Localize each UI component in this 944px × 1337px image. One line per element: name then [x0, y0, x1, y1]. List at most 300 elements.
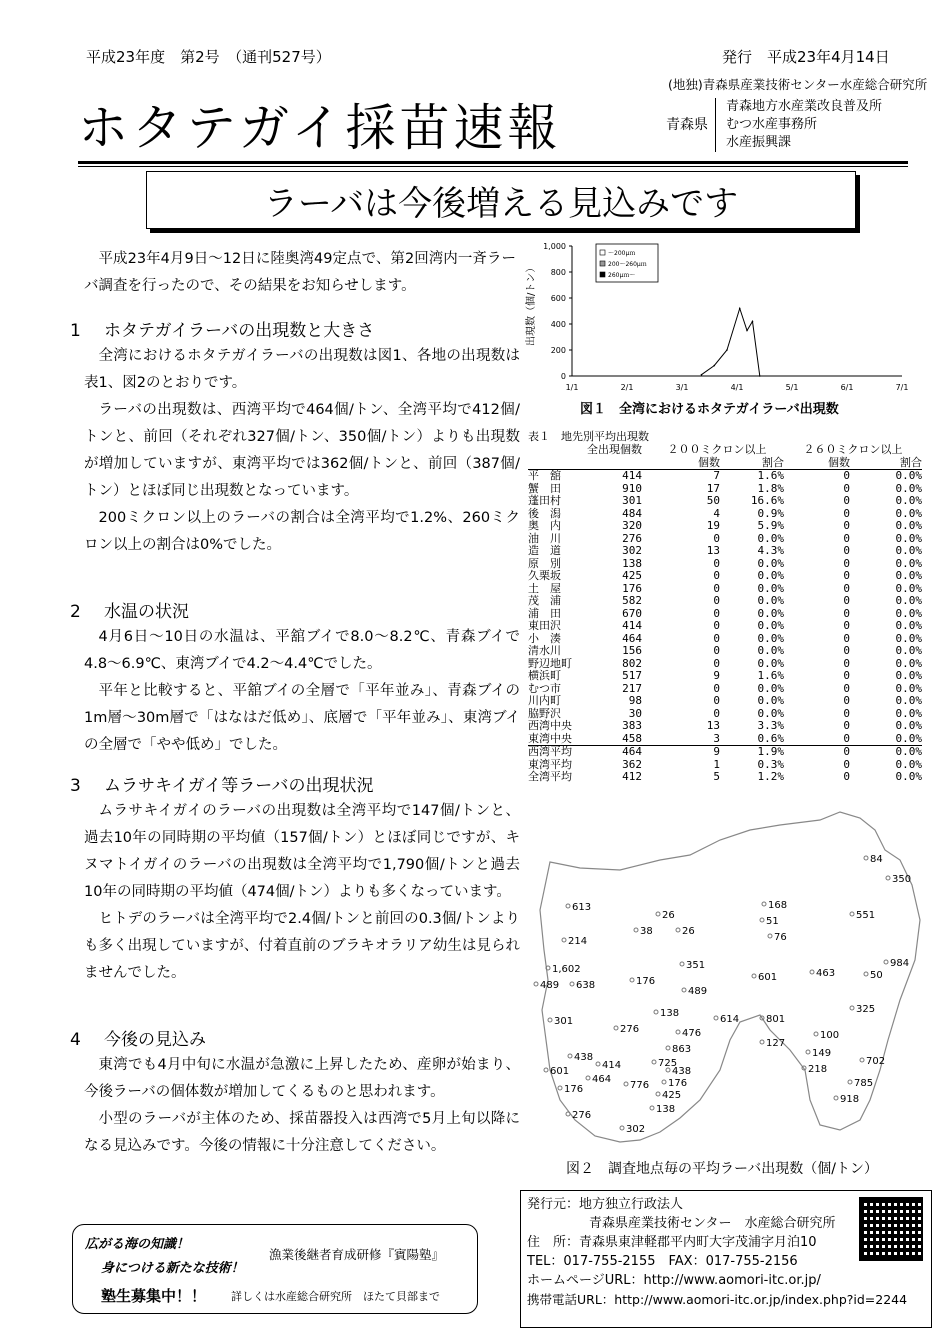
figure-1-chart — [520, 236, 920, 396]
table-row — [528, 508, 922, 521]
contact-line: 発行元：地方独立行政法人 — [527, 1197, 684, 1212]
table-cell: 0 — [843, 531, 850, 545]
table-cell: 5.9% — [757, 519, 784, 532]
station-value: 613 — [572, 902, 592, 913]
table-cell: 0 — [843, 731, 850, 745]
agency-item: 水産振興課 — [726, 135, 792, 150]
section-4 — [70, 1028, 520, 1160]
station-marker — [624, 1082, 628, 1086]
table-cell: 1.6% — [724, 470, 784, 483]
headline: ラーバは今後増える見込みです — [146, 171, 856, 229]
y-tick-label: 0 — [560, 372, 566, 381]
table-cell: 3.3% — [757, 719, 784, 732]
table-row — [528, 608, 922, 621]
table-cell: 0 — [713, 594, 720, 607]
table-cell: 0 — [843, 719, 850, 732]
table-row — [528, 495, 922, 508]
table-cell: 302 — [622, 544, 642, 557]
table-cell: 0.0% — [895, 770, 922, 783]
section-1 — [70, 319, 520, 559]
station-marker — [662, 1080, 666, 1084]
table-cell: 276 — [622, 531, 642, 545]
station-value: 138 — [656, 1104, 676, 1115]
table-row — [528, 545, 922, 558]
station-value: 276 — [572, 1110, 592, 1121]
table-cell: 1.8% — [757, 481, 784, 495]
table-header: 全出現個数 — [587, 443, 642, 456]
station-marker — [656, 1092, 660, 1096]
table-header: 個数 — [828, 455, 850, 469]
table-cell: 0.0% — [895, 719, 922, 732]
table-cell: 50 — [706, 494, 720, 507]
section-paragraph: 200ミクロン以上のラーバの割合は全湾平均で1.2%、260ミクロン以上の割合は0%でした。 — [84, 510, 520, 553]
table-cell: 0.0% — [895, 669, 922, 682]
table-cell: 0.0% — [757, 644, 784, 657]
station-marker — [864, 972, 868, 976]
table-cell: 野辺地町 — [528, 656, 572, 670]
section-paragraph: 4月6日～10日の水温は、平舘ブイで8.0～8.2℃、青森ブイで4.8～6.9℃、東湾ブイで4.2～4.4℃でした。 — [84, 629, 520, 672]
table-cell: 98 — [628, 694, 642, 707]
table-cell: 0 — [843, 669, 850, 682]
table-row — [528, 570, 922, 583]
station-value: 176 — [564, 1084, 584, 1095]
station-marker — [850, 912, 854, 916]
station-marker — [676, 928, 680, 932]
x-tick-label: 6/1 — [840, 383, 854, 392]
table-cell: 0.0% — [757, 619, 784, 632]
agency-item: 青森地方水産業改良普及所 — [726, 99, 883, 114]
section-3 — [70, 774, 520, 987]
station-marker — [620, 1126, 624, 1130]
station-value: 438 — [574, 1052, 594, 1063]
y-tick-label: 400 — [550, 320, 566, 329]
table-cell: 0 — [843, 757, 850, 771]
table-row — [528, 470, 922, 483]
table-cell: 383 — [622, 719, 642, 732]
table-cell: 464 — [622, 631, 642, 645]
table-cell: 517 — [622, 669, 642, 682]
table-cell: 後 潟 — [528, 506, 561, 520]
contact-box — [520, 1190, 932, 1328]
table-cell: 1.6% — [757, 669, 784, 682]
table-cell: 156 — [622, 644, 642, 657]
table-cell: 0 — [843, 519, 850, 532]
qr-code-icon[interactable] — [859, 1197, 923, 1261]
table-cell: 0 — [843, 706, 850, 720]
station-marker — [814, 1032, 818, 1036]
station-value: 489 — [540, 980, 560, 991]
table-cell: 0 — [843, 494, 850, 507]
station-value: 863 — [672, 1044, 692, 1055]
station-marker — [548, 1018, 552, 1022]
table-cell: 13 — [706, 719, 720, 732]
section-2 — [70, 600, 520, 759]
station-value: 801 — [766, 1014, 786, 1025]
table-cell: 9 — [650, 746, 724, 759]
legend-entry: 200～260μｍ — [608, 261, 647, 268]
table-row — [528, 771, 922, 784]
station-value: 414 — [602, 1060, 622, 1071]
publisher: (地独)青森県産業技術センター水産総合研究所 — [668, 77, 928, 92]
table-header: ２６０ミクロン以上 — [803, 443, 903, 456]
table-cell: 0 — [784, 746, 856, 759]
data-point — [759, 375, 761, 377]
table-cell: 4 — [713, 506, 720, 520]
station-value: 149 — [812, 1048, 832, 1059]
table-cell: 0.0% — [757, 594, 784, 607]
table-cell: 217 — [622, 681, 642, 695]
table-cell: 0 — [713, 531, 720, 545]
y-tick-label: 200 — [550, 346, 566, 355]
ad-course: 漁業後継者育成研修『賓陽塾』 — [269, 1247, 445, 1262]
table-cell: 0.0% — [895, 631, 922, 645]
section-paragraph: 東湾でも4月中旬に水温が急激に上昇したため、産卵が始まり、今後ラーバの個体数が増加してくるものと思われます。 — [84, 1057, 520, 1100]
table-cell: 0.0% — [757, 631, 784, 645]
station-marker — [760, 1040, 764, 1044]
table-cell: 0.6% — [757, 731, 784, 745]
table-cell: 484 — [622, 506, 642, 520]
table-cell: 0.0% — [895, 694, 922, 707]
station-value: 984 — [890, 958, 910, 969]
table-cell: 奥 内 — [528, 519, 561, 532]
page-title: ホタテガイ採苗速報 — [78, 99, 562, 157]
station-marker — [860, 1058, 864, 1062]
table-cell: 414 — [622, 619, 642, 632]
table-cell: 670 — [622, 606, 642, 620]
x-tick-label: 2/1 — [620, 383, 634, 392]
station-value: 1,602 — [552, 964, 581, 975]
table-cell: 464 — [586, 746, 650, 759]
station-marker — [676, 1030, 680, 1034]
table-cell: 4.3% — [757, 544, 784, 557]
table-cell: 0.0% — [856, 470, 922, 483]
table-cell: 0.0% — [895, 481, 922, 495]
table-cell: 0.0% — [757, 706, 784, 720]
y-tick-label: 800 — [550, 268, 566, 277]
table-cell: 138 — [622, 556, 642, 570]
y-tick-label: 1,000 — [543, 242, 566, 251]
table-cell: 0.0% — [757, 606, 784, 620]
station-marker — [562, 938, 566, 942]
table-cell: 176 — [622, 581, 642, 595]
table-header: ２００ミクロン以上 — [667, 443, 767, 456]
table-cell: 0.0% — [757, 581, 784, 595]
legend-swatch — [600, 272, 605, 277]
table-cell: 脇野沢 — [528, 706, 561, 720]
x-tick-label: 3/1 — [675, 383, 689, 392]
table-cell: 0.0% — [757, 556, 784, 570]
x-tick-label: 1/1 — [565, 383, 579, 392]
station-marker — [654, 1010, 658, 1014]
table-cell: 0 — [713, 581, 720, 595]
table-cell: 0 — [713, 569, 720, 582]
table-cell: 412 — [622, 770, 642, 783]
table-row — [528, 683, 922, 696]
station-marker — [810, 970, 814, 974]
table-cell: 0 — [713, 644, 720, 657]
table-row — [528, 645, 922, 658]
table-cell: 0.0% — [895, 569, 922, 582]
table-cell: 0.0% — [757, 694, 784, 707]
section-paragraph: 小型のラーバが主体のため、採苗器投入は西湾で5月上旬以降になる見込みです。今後の情報に十分注意してください。 — [84, 1111, 520, 1154]
station-value: 638 — [576, 980, 596, 991]
table-cell: 茂 浦 — [528, 594, 561, 607]
series-line — [701, 308, 759, 376]
y-axis-label: 出現数（個/トン） — [526, 262, 537, 346]
table-cell: 全湾平均 — [528, 770, 572, 783]
table-cell: 1 — [713, 757, 720, 771]
table-cell: 0 — [713, 556, 720, 570]
contact-line: ホームページURL：http://www.aomori-itc.or.jp/ — [527, 1273, 821, 1288]
table-row — [528, 708, 922, 721]
table-cell: 0.0% — [895, 644, 922, 657]
station-marker — [886, 876, 890, 880]
station-marker — [848, 1080, 852, 1084]
station-marker — [666, 1046, 670, 1050]
table-cell: 0 — [843, 656, 850, 670]
agency-list — [715, 98, 882, 152]
table-cell: 0.0% — [895, 531, 922, 545]
table-cell: 0 — [713, 619, 720, 632]
station-value: 614 — [720, 1014, 740, 1025]
table-cell: 0 — [713, 656, 720, 670]
table-cell: 0 — [843, 770, 850, 783]
table-cell: 0 — [713, 606, 720, 620]
station-value: 476 — [682, 1028, 702, 1039]
contact-line: 携帯電話URL：http://www.aomori-itc.or.jp/index.php?id=2244 — [527, 1292, 908, 1307]
section-paragraph: 平年と比較すると、平舘ブイの全層で「平年並み」、青森ブイの1m層～30m層で「はなはだ低め」、底層で「平年並み」、東湾ブイの全層で「やや低め」でした。 — [84, 683, 520, 753]
station-marker — [570, 982, 574, 986]
table-cell: 横浜町 — [528, 669, 561, 682]
table-cell: 0.0% — [895, 619, 922, 632]
table-row — [528, 583, 922, 596]
station-marker — [558, 1086, 562, 1090]
station-value: 127 — [766, 1038, 786, 1049]
station-value: 176 — [668, 1078, 688, 1089]
table-row — [528, 720, 922, 733]
table-cell: 0.0% — [895, 506, 922, 520]
table-cell: 0.0% — [895, 494, 922, 507]
station-value: 38 — [640, 926, 653, 937]
station-value: 214 — [568, 936, 588, 947]
table-cell: 清水川 — [528, 644, 561, 657]
table-row — [528, 759, 922, 772]
station-value: 26 — [682, 926, 695, 937]
table-cell: 19 — [706, 519, 720, 532]
table-cell: 0.0% — [895, 681, 922, 695]
table-cell: 0 — [713, 694, 720, 707]
station-value: 351 — [686, 960, 706, 971]
station-marker — [760, 918, 764, 922]
table-cell: 301 — [622, 494, 642, 507]
data-point — [701, 374, 703, 376]
table-cell: 川内町 — [528, 694, 561, 707]
table-cell: 0 — [843, 644, 850, 657]
table-cell: 0 — [843, 581, 850, 595]
station-marker — [752, 974, 756, 978]
table-cell: 0.0% — [895, 706, 922, 720]
table-cell: 362 — [622, 757, 642, 771]
table-cell: 582 — [622, 594, 642, 607]
station-value: 276 — [620, 1024, 640, 1035]
table-cell: 蓬田村 — [528, 494, 561, 507]
table-cell: 17 — [706, 481, 720, 495]
table-cell: 0 — [843, 619, 850, 632]
data-point — [739, 308, 741, 310]
table-header: 個数 — [698, 455, 720, 469]
table-cell: 0.9% — [757, 506, 784, 520]
table-cell: 3 — [713, 731, 720, 745]
station-value: 84 — [870, 854, 883, 865]
table-cell: 0.0% — [895, 581, 922, 595]
table-cell: 0 — [713, 631, 720, 645]
contact-line: 青森県産業技術センター 水産総合研究所 — [589, 1216, 836, 1231]
legend-swatch — [600, 250, 605, 255]
table-cell: 0.0% — [757, 569, 784, 582]
table-title: 表１ 地先別平均出現数 — [528, 430, 649, 443]
station-value: 168 — [768, 900, 788, 911]
table-row — [528, 533, 922, 546]
table-cell: 0.0% — [895, 606, 922, 620]
station-marker — [566, 1112, 570, 1116]
header-rule — [78, 161, 908, 167]
table-cell: 0.0% — [895, 656, 922, 670]
station-value: 702 — [866, 1056, 886, 1067]
station-marker — [834, 1096, 838, 1100]
legend-entry: ～200μｍ — [608, 250, 636, 257]
table-cell: 320 — [622, 519, 642, 532]
station-value: 301 — [554, 1016, 574, 1027]
x-tick-label: 7/1 — [895, 383, 909, 392]
station-marker — [650, 1106, 654, 1110]
intro-paragraph: 平成23年4月9日～12日に陸奥湾49定点で、第2回湾内一斉ラーバ調査を行ったので、その結果をお知らせします。 — [84, 251, 516, 294]
station-marker — [864, 856, 868, 860]
table-cell: 16.6% — [750, 494, 784, 507]
station-value: 551 — [856, 910, 876, 921]
station-value: 76 — [774, 932, 787, 943]
station-marker — [762, 902, 766, 906]
table-cell: 458 — [622, 731, 642, 745]
ad-slogan: 広がる海の知識！ — [85, 1237, 190, 1252]
station-value: 438 — [672, 1066, 692, 1077]
station-value: 51 — [766, 916, 779, 927]
station-marker — [652, 1060, 656, 1064]
table-cell: 30 — [628, 706, 642, 720]
table-cell: 13 — [706, 544, 720, 557]
table-cell: 0.0% — [757, 656, 784, 670]
contact-line: TEL：017-755-2155 FAX：017-755-2156 — [527, 1254, 798, 1269]
station-marker — [884, 960, 888, 964]
station-value: 100 — [820, 1030, 840, 1041]
data-point — [746, 330, 748, 332]
bay-map — [520, 800, 930, 1160]
section-paragraph: 全湾におけるホタテガイラーバの出現数は図1、各地の出現数は表1、図2のとおりです。 — [84, 348, 520, 391]
table-cell: 小 湊 — [528, 631, 561, 645]
table-cell: 東湾平均 — [528, 757, 572, 771]
legend-entry: 260μｍ～ — [608, 272, 636, 279]
table-cell: 0.0% — [757, 531, 784, 545]
table-cell: 1.2% — [757, 770, 784, 783]
legend-swatch — [600, 261, 605, 266]
table-cell: 0 — [843, 694, 850, 707]
table-cell: 西湾平均 — [528, 746, 586, 759]
table-header: 割合 — [762, 455, 784, 469]
table-cell: 1.9% — [724, 746, 784, 759]
table-cell: 0 — [843, 606, 850, 620]
table-row — [528, 695, 922, 708]
station-marker — [596, 1062, 600, 1066]
prefecture-label: 青森県 — [666, 117, 708, 133]
table-cell: 東田沢 — [528, 619, 561, 632]
table-cell: 0 — [843, 481, 850, 495]
table-cell: 0.0% — [895, 544, 922, 557]
station-value: 601 — [550, 1066, 570, 1077]
table-cell: 0 — [843, 631, 850, 645]
station-value: 325 — [856, 1004, 876, 1015]
bay-outline — [540, 812, 920, 1142]
table-cell: 0.0% — [895, 556, 922, 570]
table-row — [528, 483, 922, 496]
issue-number: 平成23年度 第2号 （通刊527号） — [86, 48, 331, 66]
figure-2-caption: 図２ 調査地点毎の平均ラーバ出現数（個/トン） — [566, 1161, 879, 1177]
table-cell: 0 — [843, 556, 850, 570]
station-value: 425 — [662, 1090, 682, 1101]
table-row — [528, 658, 922, 671]
contact-line: 住 所：青森県東津軽郡平内町大字茂浦字月泊10 — [527, 1235, 817, 1250]
station-value: 50 — [870, 970, 883, 981]
data-point — [713, 365, 715, 367]
station-marker — [566, 904, 570, 908]
ad-detail: 詳しくは水産総合研究所 ほたて貝部まで — [231, 1290, 440, 1303]
table-cell: 浦 田 — [528, 606, 561, 620]
station-marker — [714, 1016, 718, 1020]
station-value: 725 — [658, 1058, 678, 1069]
table-cell: 910 — [622, 481, 642, 495]
station-marker — [768, 934, 772, 938]
table-cell: 0 — [784, 470, 856, 483]
table-cell: 0.0% — [895, 757, 922, 771]
table-cell: 0 — [713, 706, 720, 720]
section-heading: 3 ムラサキイガイ等ラーバの出現状況 — [70, 776, 374, 796]
x-tick-label: 4/1 — [730, 383, 744, 392]
station-marker — [682, 988, 686, 992]
station-value: 350 — [892, 874, 912, 885]
table-cell: 0.0% — [856, 746, 922, 759]
table-cell: 0.3% — [757, 757, 784, 771]
figure-1-caption: 図１ 全湾におけるホタテガイラーバ出現数 — [580, 402, 839, 417]
section-heading: 2 水温の状況 — [70, 602, 189, 622]
table-cell: 油 川 — [528, 531, 561, 545]
station-value: 138 — [660, 1008, 680, 1019]
station-value: 489 — [688, 986, 708, 997]
section-paragraph: ムラサキイガイのラーバの出現数は全湾平均で147個/トンと、過去10年の同時期の平均値（157個/トン）とほぼ同じですが、キヌマトイガイのラーバの出現数は全湾平均で1,790個/トンと過去10年の同時期の平均値（474個/トン）よりも多くなっています。 — [84, 803, 520, 900]
table-row — [528, 746, 922, 759]
station-value: 785 — [854, 1078, 874, 1089]
section-paragraph: ラーバの出現数は、西湾平均で464個/トン、全湾平均で412個/トンと、前回（それぞれ327個/トン、350個/トン）よりも出現数が増加していますが、東湾平均では362個/トンと、前回（387個/トン）とほぼ同じ出現数となっています。 — [84, 402, 520, 499]
table-row — [528, 733, 922, 746]
table-cell: 西湾中央 — [528, 719, 572, 732]
table-cell: 造 道 — [528, 544, 561, 557]
table-cell: 414 — [586, 470, 650, 483]
section-heading: 1 ホタテガイラーバの出現数と大きさ — [70, 321, 375, 341]
table-row — [528, 633, 922, 646]
station-value: 776 — [630, 1080, 650, 1091]
table-cell: 0 — [843, 569, 850, 582]
table-row — [528, 558, 922, 571]
station-value: 918 — [840, 1094, 860, 1105]
station-value: 176 — [636, 976, 656, 987]
station-value: 463 — [816, 968, 836, 979]
